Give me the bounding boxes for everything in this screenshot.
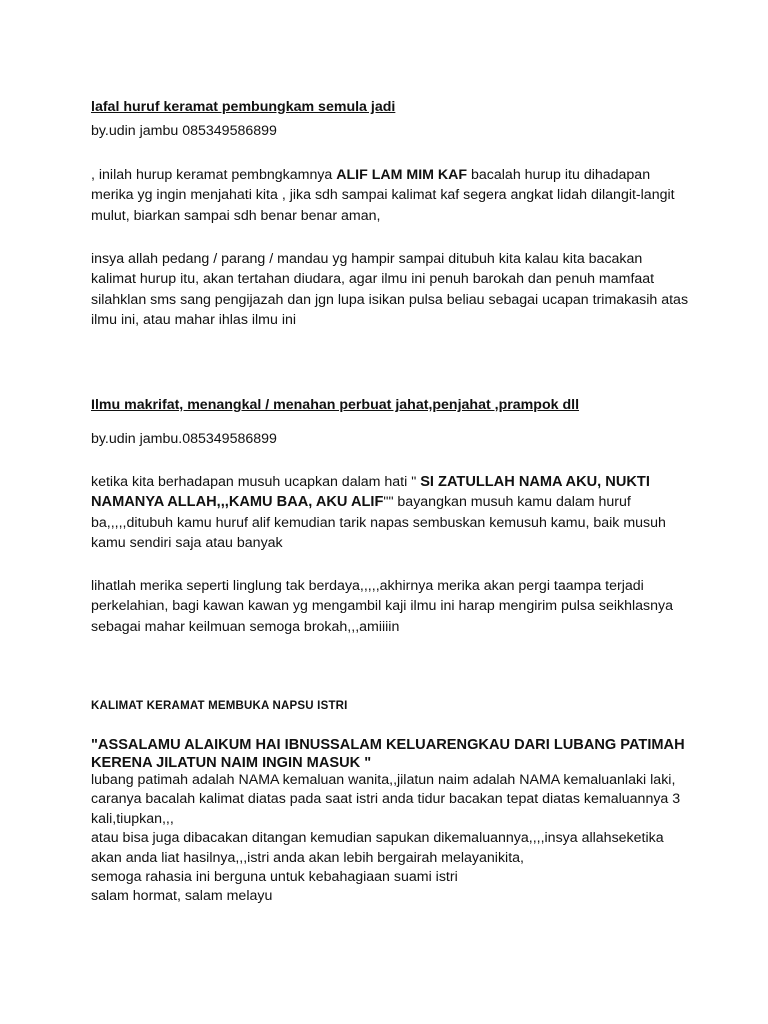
- section3-line-5: salam hormat, salam melayu: [91, 888, 273, 905]
- section1-paragraph-1: [91, 165, 691, 226]
- section3-title: KALIMAT KERAMAT MEMBUKA NAPSU ISTRI: [91, 700, 348, 712]
- section3-quote: "ASSALAMU ALAIKUM HAI IBNUSSALAM KELUARENGKAU DARI LUBANG PATIMAH KERENA JILATUN NAIM INGIN MASUK ": [91, 737, 685, 771]
- section2-paragraph-1: [91, 472, 691, 554]
- section2-p1-pre: ketika kita berhadapan musuh ucapkan dalam hati ": [91, 474, 421, 490]
- section3-body: [91, 771, 691, 907]
- section1-p1-pre: , inilah hurup keramat pembngkamnya: [91, 167, 337, 183]
- section3-line-2: caranya bacalah kalimat diatas pada saat istri anda tidur bacakan tepat diatas kemaluannya 3 kali,tiupkan,,,: [91, 791, 681, 827]
- section3-line-1: lubang patimah adalah NAMA kemaluan wanita,,jilatun naim adalah NAMA kemaluanlaki laki,: [91, 772, 676, 788]
- section1-p1-bold: ALIF LAM MIM KAF: [336, 167, 468, 183]
- section2-paragraph-2: lihatlah merika seperti linglung tak berdaya,,,,,akhirnya merika akan pergi taampa terjadi perkelahian, bagi kawan kawan yg mengambil kaji ilmu ini harap mengirim pulsa seikhlasnya sebagai mahar keilmuan semoga brokah,,,amiiiin: [91, 578, 673, 635]
- section3-line-3: atau bisa juga dibacakan ditangan kemudian sapukan dikemaluannya,,,,insya allahseketika akan anda liat hasilnya,,,istri anda akan lebih bergairah melayanikita,: [91, 830, 664, 866]
- section1-title: lafal huruf keramat pembungkam semula jadi: [91, 99, 396, 115]
- section2-p1-post: "" bayangkan musuh kamu dalam huruf ba,,,,,ditubuh kamu huruf alif kemudian tarik napas sembuskan kemusuh kamu, baik musuh kamu sendiri saja atau banyak: [91, 494, 666, 552]
- section1-byline: by.udin jambu 085349586899: [91, 123, 277, 139]
- section3-line-4: semoga rahasia ini berguna untuk kebahagiaan suami istri: [91, 869, 458, 886]
- section2-byline: by.udin jambu.085349586899: [91, 431, 277, 447]
- section2-title: Ilmu makrifat, menangkal / menahan perbuat jahat,penjahat ,prampok dll: [91, 397, 580, 413]
- section1-p1-post: bacalah hurup itu dihadapan merika yg ingin menjahati kita , jika sdh sampai kalimat kaf segera angkat lidah dilangit-langit mulut, biarkan sampai sdh benar benar aman,: [91, 167, 675, 224]
- section2-p1-bold: SI ZATULLAH NAMA AKU, NUKTI NAMANYA ALLAH,,,KAMU BAA, AKU ALIF: [91, 474, 650, 511]
- section1-paragraph-2: insya allah pedang / parang / mandau yg hampir sampai ditubuh kita kalau kita bacakan kalimat hurup itu, akan tertahan diudara, agar ilmu ini penuh barokah dan penuh mamfaat silahklan sms sang pengijazah dan jgn lupa isikan pulsa beliau sebagai ucapan trimakasih atas ilmu ini, atau mahar ihlas ilmu ini: [91, 251, 689, 329]
